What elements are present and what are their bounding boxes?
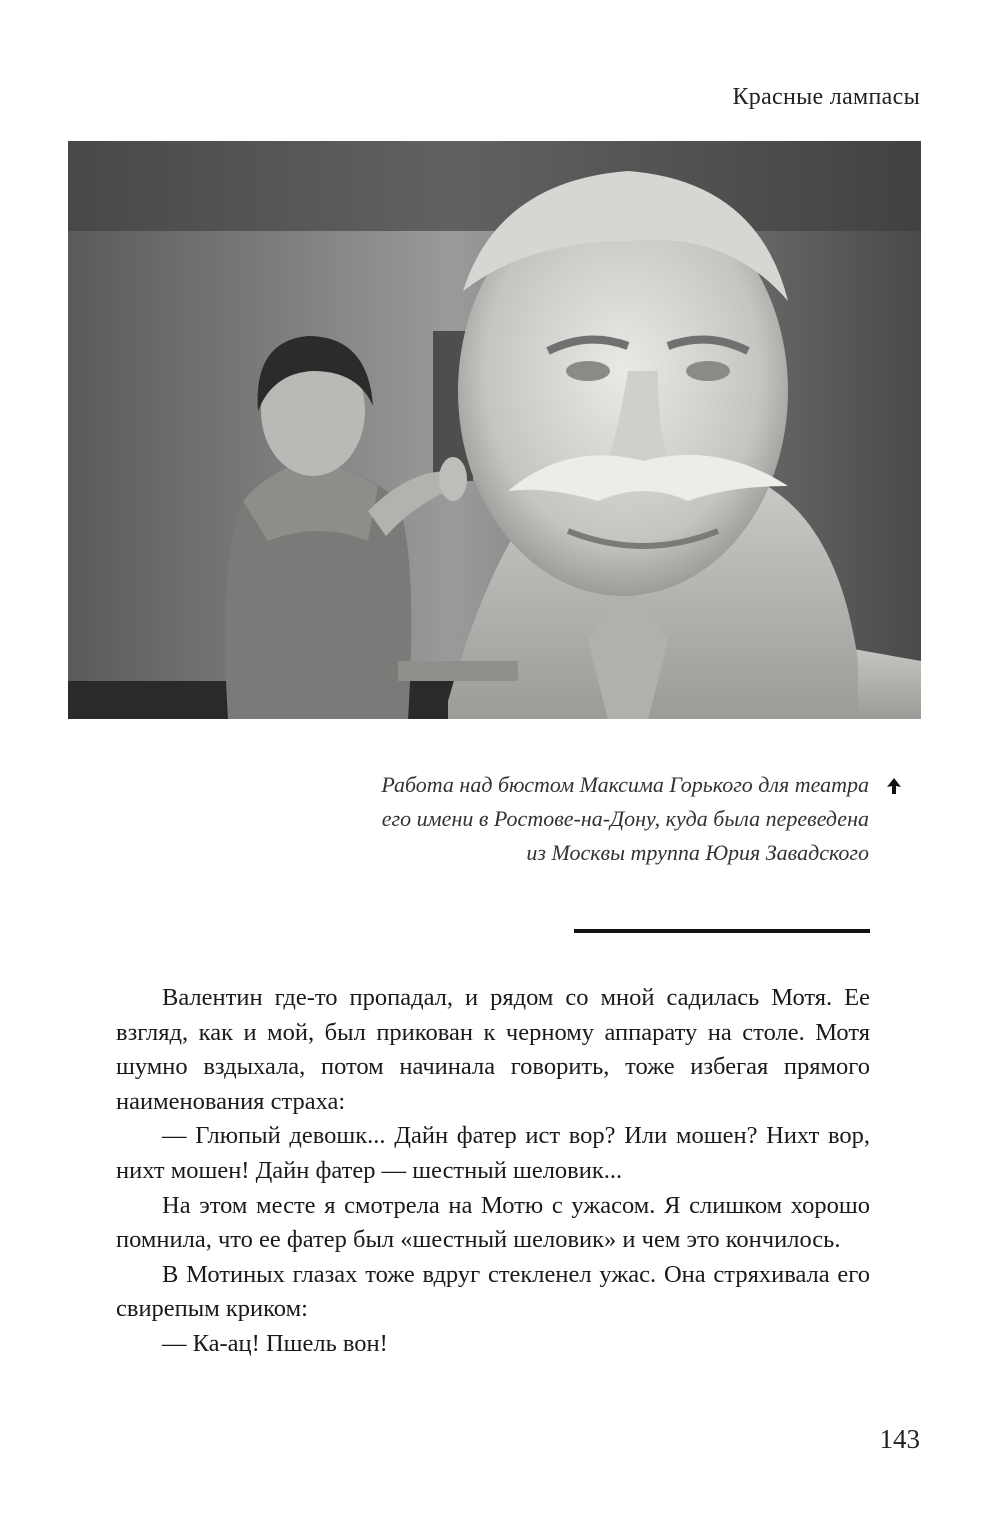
paragraph: В Мотиных глазах тоже вдруг стекленел ужас. Она стряхивала его свирепым криком: (116, 1260, 870, 1323)
page-number: 143 (879, 1424, 920, 1454)
paragraph: — Глюпый девошк... Дайн фатер ист вор? Или мошен? Нихт вор, нихт мошен! Дайн фатер — шестный шеловик... (116, 1122, 870, 1184)
paragraph: На этом месте я смотрела на Мотю с ужасом. Я слишком хорошо помнила, что ее фатер был «шестный шеловик» и чем это кончилось. (116, 1191, 870, 1254)
arrow-up-icon (884, 776, 904, 796)
paragraph: Валентин где-то пропадал, и рядом со мной садилась Мотя. Ее взгляд, как и мой, был прикован к черному аппарату на столе. Мотя шумно вздыхала, потом начинала говорить, тоже избегая прямого наименования страха: (116, 984, 870, 1115)
caption-line: его имени в Ростове-на-Дону, куда была переведена (381, 806, 869, 831)
paragraph: — Ка-ац! Пшель вон! (162, 1329, 388, 1357)
running-head: Красные лампасы (732, 84, 920, 110)
caption-line: Работа над бюстом Максима Горького для театра (381, 772, 869, 797)
main-text (116, 981, 870, 1362)
photo-sculptor-bust (68, 141, 921, 719)
section-divider (574, 929, 870, 933)
caption-line: из Москвы труппа Юрия Завадского (526, 840, 869, 865)
photo-illustration (68, 141, 921, 719)
photo-caption (269, 768, 869, 870)
